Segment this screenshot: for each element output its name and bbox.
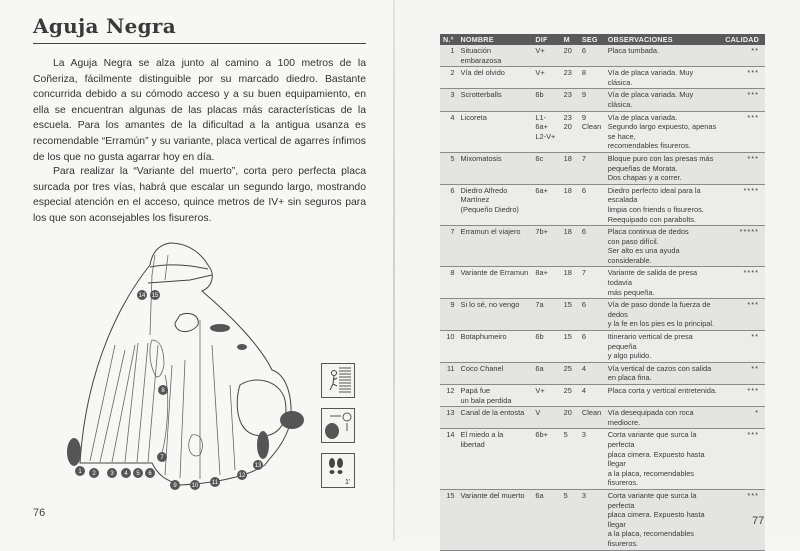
route-length [561, 267, 579, 299]
route-bolts [579, 111, 605, 152]
route-observations-line: Placa corta y vertical entretenida. [607, 386, 717, 395]
route-number: 2 [440, 67, 458, 89]
table-row [440, 89, 765, 111]
svg-text:6: 6 [148, 471, 152, 477]
route-difficulty-line: 6a [535, 363, 544, 373]
approach-footprints-icon [321, 453, 355, 488]
route-observations-line: a la placa, recomendables fisureros. [607, 529, 694, 548]
paragraph-1: La Aguja Negra se alza junto al camino a 100 metros de la Coñeriza, fácilmente distinguible por su marcado diedro. Bastante concurrida debido a su cómodo acceso y a su buen equipamiento, en ella se encuentran algunas de las placas más características de la escuela. Para los amantes de la dificultad a la antigua usanza es recomendable “Erramún” y su variante, placa vertical de agarres ínfimos de los que no gusta agarrar hoy en día. [33, 58, 366, 163]
route-bolts-line: 7 [581, 153, 587, 163]
route-length-line: 5 [563, 430, 568, 440]
route-quality: *** [722, 385, 765, 407]
route-observations-line: Dos chapas y a correr. [607, 173, 682, 183]
route-name-line: Variante del muerto [460, 490, 525, 500]
route-difficulty [532, 267, 560, 299]
route-difficulty [532, 226, 560, 267]
route-bolts-line: 4 [581, 363, 587, 373]
route-quality: *** [722, 111, 765, 152]
route-marker-8 [158, 385, 168, 395]
routes-table [440, 34, 765, 551]
route-name-line: Erramun el viajero [460, 227, 521, 237]
table-row [440, 45, 765, 67]
route-length-line: 23 [563, 112, 572, 122]
svg-text:10: 10 [191, 483, 199, 489]
route-difficulty-line: V [535, 408, 541, 418]
route-observations-line: en placa fina. [607, 373, 652, 383]
col-difficulty-header: DIF [532, 34, 560, 45]
table-row [440, 407, 765, 429]
route-observations-line: Placa tumbada. [607, 46, 660, 55]
route-length-line: 15 [563, 332, 572, 342]
route-bolts [579, 362, 605, 384]
route-bolts-line: 4 [581, 386, 587, 395]
route-quality: ** [722, 331, 765, 363]
col-bolts-header: SEG [579, 34, 605, 45]
route-observations-line: Vía desequipada con roca mediocre. [607, 408, 694, 427]
route-observations-line: Ser alto es una ayuda considerable. [607, 246, 680, 265]
route-quality: *** [722, 489, 765, 550]
route-name [458, 331, 533, 363]
route-name-line: Vía del olvido [460, 68, 505, 78]
svg-text:15: 15 [151, 293, 159, 299]
route-name-line: Botaphumeiro [460, 332, 507, 342]
route-difficulty-line: 8a+ [535, 268, 548, 278]
route-number: 14 [440, 429, 458, 490]
route-observations-line: recomendables fisureros. [607, 141, 691, 151]
route-number: 11 [440, 362, 458, 384]
route-observations [605, 331, 723, 363]
route-difficulty [532, 152, 560, 184]
route-observations-line: más pequeña. [607, 287, 655, 297]
route-bolts-line: Clean [581, 122, 602, 132]
route-length-line: 15 [563, 300, 572, 310]
route-number: 6 [440, 184, 458, 225]
route-number: 13 [440, 407, 458, 429]
route-observations [605, 385, 723, 407]
route-observations-line: pequeñas de Morata. [607, 163, 678, 173]
route-observations-line: Vía vertical de cazos con salida [607, 363, 712, 373]
route-difficulty-line: 6b+ [535, 430, 548, 440]
route-quality: * [722, 407, 765, 429]
route-length [561, 152, 579, 184]
route-observations-line: Itinerario vertical de presa pequeña [607, 332, 693, 351]
page-number-left: 76 [33, 507, 46, 519]
route-bolts-line: Clean [581, 408, 602, 418]
route-length-line: 20 [563, 122, 572, 132]
svg-text:4: 4 [124, 471, 128, 477]
route-bolts [579, 89, 605, 111]
route-observations [605, 226, 723, 267]
route-marker-14 [137, 290, 147, 300]
title-underline [33, 43, 366, 44]
summit-block [150, 265, 208, 269]
route-name [458, 111, 533, 152]
route-name [458, 362, 533, 384]
route-length [561, 226, 579, 267]
svg-text:12: 12 [238, 473, 246, 479]
route-name [458, 89, 533, 111]
vertical-wall-icon [321, 363, 355, 398]
col-name-header: NOMBRE [458, 34, 533, 45]
route-difficulty [532, 407, 560, 429]
route-number: 10 [440, 331, 458, 363]
route-length-line: 20 [563, 408, 572, 418]
table-row [440, 362, 765, 384]
route-difficulty [532, 45, 560, 67]
route-marker-11 [210, 477, 220, 487]
route-name [458, 45, 533, 67]
route-observations [605, 407, 723, 429]
route-name [458, 267, 533, 299]
route-bolts [579, 152, 605, 184]
route-observations-line: Corta variante que surca la perfecta [607, 490, 697, 510]
route-length [561, 45, 579, 67]
route-marker-3 [107, 468, 117, 478]
route-quality: ***** [722, 226, 765, 267]
route-difficulty [532, 111, 560, 152]
route-observations-line: placa cimera. Expuesto hasta llegar [607, 510, 705, 529]
svg-text:2: 2 [92, 471, 96, 477]
route-number: 9 [440, 299, 458, 331]
approach-time-label: 1' [345, 479, 351, 486]
route-difficulty-line: 6a+ [535, 185, 548, 195]
sun-orientation-icon [321, 408, 355, 443]
route-bolts [579, 331, 605, 363]
route-quality: *** [722, 429, 765, 490]
route-bolts [579, 299, 605, 331]
route-name [458, 226, 533, 267]
route-bolts-line: 6 [581, 332, 587, 342]
route-bolts-line: 9 [581, 112, 587, 122]
route-bolts [579, 67, 605, 89]
route-difficulty-line: 7b+ [535, 227, 548, 237]
route-quality: **** [722, 184, 765, 225]
route-name [458, 67, 533, 89]
route-difficulty-line: L1-6a+ [535, 112, 548, 132]
route-length [561, 67, 579, 89]
route-difficulty [532, 89, 560, 111]
route-name [458, 385, 533, 407]
route-length-line: 18 [563, 268, 572, 278]
svg-text:13: 13 [254, 463, 262, 469]
table-row [440, 267, 765, 299]
route-bolts-line: 6 [581, 227, 587, 237]
svg-text:5: 5 [136, 471, 140, 477]
route-observations-line: Variante de salida de presa todavía [607, 268, 698, 288]
route-observations [605, 152, 723, 184]
route-quality: *** [722, 299, 765, 331]
ledge [175, 313, 198, 331]
route-marker-12 [237, 470, 247, 480]
variant-paragraph [33, 164, 366, 226]
intro-paragraph [33, 56, 366, 165]
route-quality: ** [722, 45, 765, 67]
route-length-line: 25 [563, 386, 572, 395]
route-marker-6 [145, 468, 155, 478]
route-bolts-line: 7 [581, 268, 587, 278]
route-bolts-line: 6 [581, 185, 587, 195]
route-name-line: Si lo sé, no vengo [460, 300, 520, 310]
page-title: Aguja Negra [33, 14, 176, 38]
route-name-line: Diedro Alfredo [460, 185, 508, 195]
svg-text:11: 11 [211, 480, 219, 486]
route-difficulty [532, 299, 560, 331]
svg-text:7: 7 [160, 455, 164, 461]
route-observations [605, 89, 723, 111]
svg-text:1: 1 [78, 469, 82, 475]
routes-table-header [440, 34, 765, 45]
route-bolts [579, 407, 605, 429]
route-length [561, 111, 579, 152]
route-name-line: Canal de la entosta [460, 408, 525, 418]
route-number: 5 [440, 152, 458, 184]
route-length [561, 429, 579, 490]
route-observations [605, 299, 723, 331]
route-difficulty-line: 7a [535, 300, 544, 310]
route-difficulty [532, 429, 560, 490]
route-length-line: 23 [563, 68, 572, 78]
route-name [458, 429, 533, 490]
route-observations-line: Vía de placa variada. Muy clásica. [607, 90, 694, 109]
route-length [561, 407, 579, 429]
route-length-line: 18 [563, 153, 572, 163]
route-quality: *** [722, 152, 765, 184]
route-observations-line: Vía de placa variada. Muy clásica. [607, 68, 694, 87]
route-length [561, 299, 579, 331]
route-quality: **** [722, 267, 765, 299]
route-name [458, 152, 533, 184]
route-name-line: Martínez [460, 195, 490, 205]
route-bolts-line: 6 [581, 300, 587, 310]
route-bolts [579, 226, 605, 267]
left-page [0, 0, 395, 541]
route-number: 3 [440, 89, 458, 111]
route-bolts-line: 3 [581, 490, 587, 500]
route-observations-line: y algo pulido. [607, 351, 652, 361]
route-marker-13 [253, 460, 263, 470]
route-observations-line: Vía de placa variada. [607, 112, 678, 122]
route-observations-line: limpia con friends o fisureros. [607, 204, 704, 214]
route-difficulty [532, 67, 560, 89]
route-difficulty-line: 6c [535, 153, 544, 163]
route-quality: *** [722, 67, 765, 89]
route-difficulty [532, 331, 560, 363]
route-difficulty-line: V+ [535, 68, 545, 78]
route-difficulty-line: V+ [535, 386, 545, 395]
table-row [440, 385, 765, 407]
route-bolts [579, 267, 605, 299]
route-observations-line: Segundo largo expuesto, apenas se hace, [607, 122, 717, 141]
route-observations-line: Vía de paso donde la fuerza de dedos [607, 300, 711, 319]
route-length-line: 18 [563, 185, 572, 195]
route-number: 1 [440, 45, 458, 67]
route-observations-line: con paso difícil. [607, 236, 659, 246]
route-marker-7 [157, 452, 167, 462]
route-quality: ** [722, 362, 765, 384]
route-length [561, 385, 579, 407]
route-marker-2 [89, 468, 99, 478]
route-difficulty-line: 6a [535, 490, 544, 500]
table-row [440, 152, 765, 184]
route-number: 4 [440, 111, 458, 152]
col-quality-header: CALIDAD [722, 34, 765, 45]
route-bolts-line: 3 [581, 430, 587, 440]
route-observations [605, 429, 723, 490]
route-observations-line: Placa continua de dedos [607, 227, 689, 237]
route-marker-9 [170, 480, 180, 490]
route-number: 8 [440, 267, 458, 299]
route-bolts-line: 6 [581, 46, 587, 55]
svg-text:3: 3 [110, 471, 114, 477]
route-name-line: Papá fue [460, 386, 491, 395]
route-name-line: Scrotterballs [460, 90, 502, 100]
route-observations [605, 111, 723, 152]
route-number: 15 [440, 489, 458, 550]
route-observations-line: y la fe en los pies es lo principal. [607, 319, 715, 329]
route-bolts-line: 8 [581, 68, 587, 78]
route-name-line: un bala perdida [460, 395, 512, 405]
route-length-line: 20 [563, 46, 572, 55]
table-row [440, 226, 765, 267]
col-observations-header: OBSERVACIONES [605, 34, 723, 45]
route-name-line: Coco Chanel [460, 363, 504, 373]
route-marker-1 [75, 466, 85, 476]
route-marker-15 [150, 290, 160, 300]
route-name-line: Situación embarazosa [460, 46, 502, 65]
route-observations [605, 184, 723, 225]
routes-table-body [440, 45, 765, 550]
boulder-outline [237, 380, 286, 436]
route-length-line: 25 [563, 363, 572, 373]
route-observations-line: Bloque puro con las presas más [607, 153, 714, 163]
route-marker-4 [121, 468, 131, 478]
route-name-line: Mixomatosis [460, 153, 502, 163]
route-name [458, 299, 533, 331]
route-bolts [579, 45, 605, 67]
route-name [458, 184, 533, 225]
route-marker-5 [133, 468, 143, 478]
route-length [561, 89, 579, 111]
route-quality: *** [722, 89, 765, 111]
route-observations [605, 362, 723, 384]
table-row [440, 299, 765, 331]
svg-text:14: 14 [138, 293, 146, 299]
col-number-header: N.º [440, 34, 458, 45]
page-number-right: 77 [752, 515, 765, 527]
table-row [440, 429, 765, 490]
route-difficulty-line: 6b [535, 90, 544, 100]
route-bolts [579, 385, 605, 407]
route-observations [605, 45, 723, 67]
route-observations [605, 267, 723, 299]
route-difficulty [532, 385, 560, 407]
route-marker-10 [190, 480, 200, 490]
route-length [561, 184, 579, 225]
route-observations-line: Reequipado con parabolts. [607, 214, 697, 224]
route-number: 12 [440, 385, 458, 407]
paragraph-2: Para realizar la “Variante del muerto”, corta pero perfecta placa surcada por tres vías, habrá que escalar un segundo largo, mostrando especial atención en el acceso, quince metros de IV+ sin seguros para los que son aconsejables los fisureros. [33, 166, 366, 224]
route-bolts [579, 184, 605, 225]
route-bolts-line: 9 [581, 90, 587, 100]
route-difficulty-line: L2-V+ [535, 131, 556, 141]
route-difficulty-line: 6b [535, 332, 544, 342]
svg-text:8: 8 [161, 388, 165, 394]
crag-topo-diagram [40, 235, 340, 500]
table-row [440, 67, 765, 89]
route-observations-line: Corta variante que surca la perfecta [607, 430, 697, 449]
col-meters-header: M [561, 34, 579, 45]
route-observations-line: Diedro perfecto ideal para la escalada [607, 185, 701, 205]
route-name [458, 407, 533, 429]
vegetation [67, 324, 304, 466]
table-row [440, 331, 765, 363]
route-observations [605, 67, 723, 89]
svg-text:9: 9 [173, 483, 177, 489]
table-row [440, 184, 765, 225]
table-row [440, 111, 765, 152]
route-length [561, 362, 579, 384]
route-length [561, 331, 579, 363]
route-observations-line: a la placa, recomendables fisureros. [607, 468, 694, 488]
route-length-line: 18 [563, 227, 572, 237]
route-length-line: 23 [563, 90, 572, 100]
route-name-line: El miedo a la libertad [460, 430, 504, 449]
route-bolts [579, 429, 605, 490]
route-difficulty [532, 184, 560, 225]
route-difficulty-line: V+ [535, 46, 545, 55]
route-name-line: Variante de Erramun [460, 268, 529, 278]
route-length-line: 5 [563, 490, 568, 500]
route-name-line: Licoreta [460, 112, 487, 122]
route-difficulty [532, 362, 560, 384]
route-observations-line: placa cimera. Expuesto hasta llegar [607, 449, 705, 469]
route-name-line: (Pequeño Diedro) [460, 204, 519, 214]
route-number: 7 [440, 226, 458, 267]
